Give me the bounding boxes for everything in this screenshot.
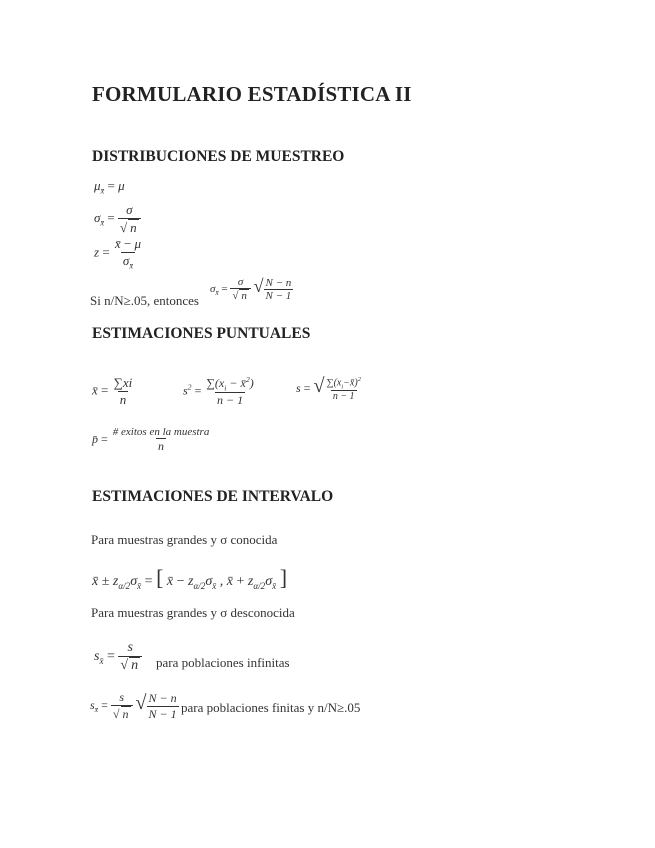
formula-estimated-se-infinite: $s_{x̄}$ = $\frac{s}{√ n}$ — [94, 640, 142, 674]
formula-sample-std-dev: s = √ $\frac{\sum(x_i-x̄)^2}{n - 1}$ — [296, 375, 361, 403]
formula-standard-error: $\sigma_{x̄}$ = $\frac{\sigma}{√ n}$ — [94, 202, 141, 236]
section-heading-intervalo: ESTIMACIONES DE INTERVALO — [92, 488, 334, 505]
page-title: FORMULARIO ESTADÍSTICA II — [92, 82, 412, 106]
formula-interval-known-sigma: x̄ ± $z_{\alpha/2}\sigma_{x̄}$ = [ x̄ − $z_{\alpha/2}\sigma_{x̄}$ , x̄ + $z_{\alpha/2}\sigma_{x̄}$ ] — [92, 565, 288, 591]
section-heading-muestreo: DISTRIBUCIONES DE MUESTREO — [92, 148, 345, 165]
proportion-numerator: # exitos en la muestra — [112, 426, 210, 438]
section-heading-puntuales: ESTIMACIONES PUNTUALES — [92, 325, 311, 342]
infinite-population-label: para poblaciones infinitas — [156, 655, 290, 670]
formula-sample-mean: x̄ = $\frac{\sum xi}{n}$ — [92, 375, 133, 407]
formula-z-score: z = $\frac{x̄ - \mu}{\sigma_{x̄}}$ — [94, 236, 142, 271]
formula-sample-variance: $s^2$ = $\frac{\sum(x_i - x̄^2)}{n - 1}$ — [183, 375, 254, 408]
formula-estimated-se-finite: $s_{x̄}$ = $\frac{s}{√ n}$ √ $\frac{N - n}{N - 1}$ — [90, 690, 177, 721]
formula-sample-proportion: p̄ = $\frac{\text{\# exitos en la muestra}}{n}$ — [92, 426, 210, 453]
finite-population-label: para poblaciones finitas y n/N≥.05 — [181, 700, 361, 715]
case-known-sigma: Para muestras grandes y σ conocida — [91, 532, 278, 547]
condition-text: Si n/N≥.05, entonces — [90, 293, 199, 308]
formula-finite-correction: $\sigma_{x̄}$ = $\frac{\sigma}{√ n}$ √ $\frac{N - n}{N - 1}$ — [210, 276, 292, 303]
case-unknown-sigma: Para muestras grandes y σ desconocida — [91, 605, 295, 620]
formula-mean-of-means: $\mu_{x̄} = \mu$ — [94, 178, 125, 196]
